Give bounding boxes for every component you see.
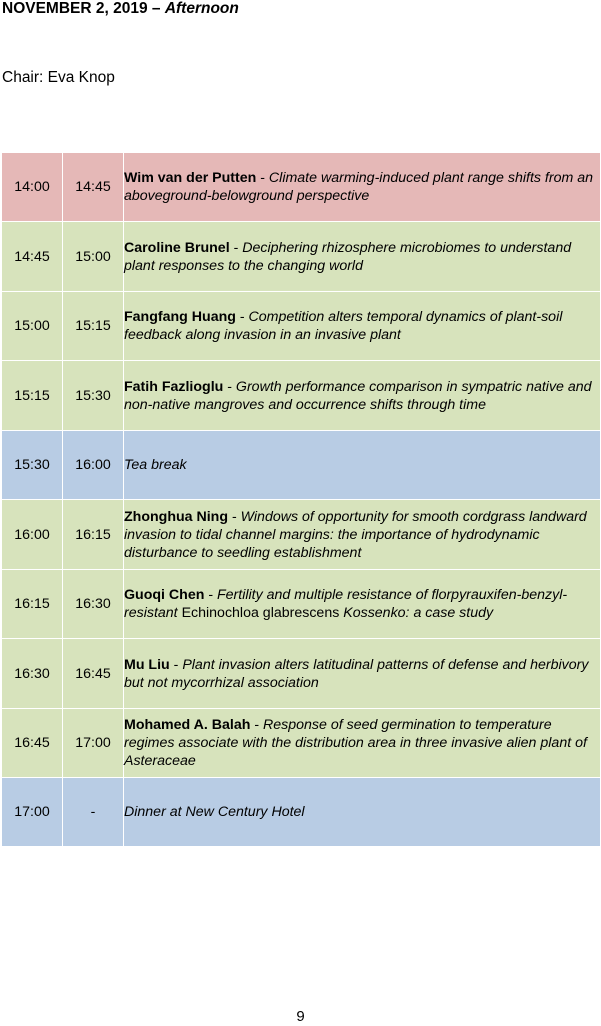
- separator: -: [169, 656, 183, 673]
- talk-title: Windows of opportunity for smooth cordgrass landward invasion to tidal channel margins: the importance of hydrodynamic disturbance to seedling establishment: [124, 508, 587, 561]
- talk-title: Plant invasion alters latitudinal patterns of defense and herbivory but not mycorrhizal association: [124, 656, 589, 691]
- talk-description: [124, 500, 601, 570]
- speaker-name: Guoqi Chen: [124, 587, 205, 603]
- talk-title: Climate warming-induced plant range shifts from an aboveground-belowground perspective: [124, 170, 594, 204]
- separator: -: [235, 309, 249, 325]
- schedule-row: [2, 570, 601, 639]
- break-row: [2, 778, 601, 847]
- separator: -: [228, 508, 241, 525]
- end-time: -: [63, 778, 124, 847]
- schedule-row: [2, 153, 601, 222]
- heading-session: Afternoon: [164, 0, 239, 17]
- start-time: 15:30: [2, 431, 63, 500]
- break-description: [124, 431, 601, 500]
- talk-description: [124, 153, 601, 222]
- schedule-table: [1, 152, 601, 847]
- speaker-name: Mu Liu: [124, 656, 170, 673]
- separator: -: [250, 717, 264, 733]
- schedule-row: [2, 222, 601, 292]
- start-time: 16:30: [2, 639, 63, 709]
- talk-description: [124, 222, 601, 292]
- end-time: 15:30: [63, 361, 124, 431]
- page-number: 9: [296, 1008, 305, 1025]
- talk-title: Competition alters temporal dynamics of plant-soil feedback along invasion in an invasive plant: [124, 309, 563, 343]
- schedule-row: [2, 709, 601, 778]
- end-time: 15:15: [63, 292, 124, 361]
- start-time: 14:45: [2, 222, 63, 292]
- speaker-name: Mohamed A. Balah: [124, 717, 251, 733]
- talk-title: Growth performance comparison in sympatric native and non-native mangroves and occurrence shifts through time: [124, 378, 592, 413]
- talk-title: Response of seed germination to temperature regimes associate with the distribution area in three invasive alien plant of Asteraceae: [124, 717, 587, 769]
- talk-title: Fertility and multiple resistance of florpyrauxifen-benzyl-resistant: [124, 587, 568, 621]
- talk-description: [124, 292, 601, 361]
- talk-title-continued: Kossenko: a case study: [343, 605, 494, 621]
- talk-description: [124, 570, 601, 639]
- end-time: 14:45: [63, 153, 124, 222]
- end-time: 15:00: [63, 222, 124, 292]
- schedule-row: [2, 292, 601, 361]
- separator: -: [229, 239, 243, 256]
- end-time: 17:00: [63, 709, 124, 778]
- page-heading: [2, 0, 239, 18]
- break-label: Dinner at New Century Hotel: [124, 804, 305, 820]
- schedule-row: [2, 361, 601, 431]
- talk-description: [124, 361, 601, 431]
- species-name: Echinochloa glabrescens: [177, 605, 344, 621]
- break-row: [2, 431, 601, 500]
- end-time: 16:30: [63, 570, 124, 639]
- speaker-name: Fangfang Huang: [124, 309, 236, 325]
- separator: -: [204, 587, 217, 603]
- end-time: 16:00: [63, 431, 124, 500]
- heading-date: NOVEMBER 2, 2019 –: [2, 0, 161, 17]
- speaker-name: Fatih Fazlioglu: [124, 378, 224, 395]
- session-chair: Chair: Eva Knop: [2, 69, 115, 86]
- start-time: 15:00: [2, 292, 63, 361]
- schedule-row: [2, 639, 601, 709]
- talk-title: Deciphering rhizosphere microbiomes to understand plant responses to the changing world: [124, 239, 572, 274]
- break-description: [124, 778, 601, 847]
- end-time: 16:45: [63, 639, 124, 709]
- talk-description: [124, 639, 601, 709]
- schedule-row: [2, 500, 601, 570]
- speaker-name: Wim van der Putten: [124, 170, 257, 186]
- separator: -: [256, 170, 269, 186]
- start-time: 16:00: [2, 500, 63, 570]
- start-time: 16:15: [2, 570, 63, 639]
- start-time: 16:45: [2, 709, 63, 778]
- end-time: 16:15: [63, 500, 124, 570]
- start-time: 14:00: [2, 153, 63, 222]
- start-time: 15:15: [2, 361, 63, 431]
- speaker-name: Zhonghua Ning: [124, 508, 229, 525]
- start-time: 17:00: [2, 778, 63, 847]
- separator: -: [223, 378, 236, 395]
- break-label: Tea break: [124, 457, 187, 473]
- speaker-name: Caroline Brunel: [124, 239, 230, 256]
- talk-description: [124, 709, 601, 778]
